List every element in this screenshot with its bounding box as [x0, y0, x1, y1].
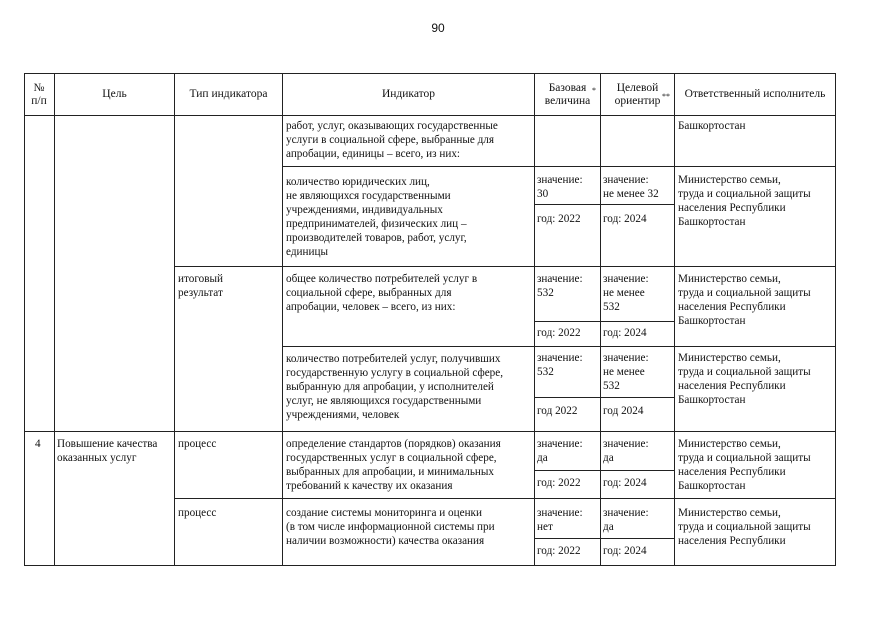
type-text: процесс	[178, 438, 217, 450]
column-border	[54, 73, 55, 566]
cell-divider	[534, 204, 674, 205]
target-year-cell: год 2024	[603, 405, 644, 417]
type-text: процесс	[178, 507, 217, 519]
base-value-cell: значение: нет	[537, 507, 583, 533]
indicator-text: создание системы мониторинга и оценки (в том числе информационной системы при наличии возможности) качества оказания	[286, 507, 495, 547]
header-executor-label: Ответственный исполнитель	[684, 88, 826, 100]
target-year-cell: год: 2024	[603, 327, 647, 339]
base-value-cell: значение: 30	[537, 174, 583, 200]
target-value-cell: значение: да	[603, 507, 649, 533]
header-goal	[55, 74, 174, 115]
type-text: итоговый результат	[178, 273, 224, 299]
column-border	[282, 73, 283, 566]
indicator-text: общее количество потребителей услуг в социальной сфере, выбранных для апробации, человек – всего, из них:	[286, 273, 478, 313]
row-divider	[24, 431, 836, 432]
header-number-line1: №	[33, 81, 45, 94]
base-year-cell: год: 2022	[537, 545, 581, 557]
row-divider	[174, 498, 836, 499]
cell-divider	[534, 538, 674, 539]
column-border	[674, 73, 675, 566]
base-year-cell: год: 2022	[537, 213, 581, 225]
header-type	[175, 74, 282, 115]
target-value-cell: значение: не менее 532	[603, 273, 649, 313]
target-value-cell: значение: да	[603, 438, 649, 464]
indicator-text: работ, услуг, оказывающих государственные услуги в социальной сфере, выбранные для апробации, единицы – всего, из них:	[286, 120, 498, 160]
target-footnote-mark: **	[662, 92, 670, 101]
goal-text: Повышение качества оказанных услуг	[57, 438, 158, 464]
indicator-table	[24, 73, 836, 566]
base-value-cell: значение: 532	[537, 352, 583, 378]
header-base-line1: Базовая	[548, 81, 587, 94]
header-base-line2: величина	[544, 94, 591, 107]
base-year-cell: год: 2022	[537, 327, 581, 339]
target-value-cell: значение: не менее 532	[603, 352, 649, 392]
header-target-line1: Целевой	[616, 81, 659, 94]
executor-text: Министерство семьи, труда и социальной защиты населения Республики Башкортостан	[678, 273, 811, 327]
base-value-cell: значение: да	[537, 438, 583, 464]
executor-text: Министерство семьи, труда и социальной защиты населения Республики Башкортостан	[678, 438, 811, 492]
executor-text: Министерство семьи, труда и социальной защиты населения Республики Башкортостан	[678, 174, 811, 228]
table-bottom-border	[24, 565, 836, 566]
row-divider	[282, 346, 836, 347]
row-divider	[282, 166, 836, 167]
column-border	[600, 73, 601, 566]
header-type-label: Тип индикатора	[189, 88, 268, 100]
header-target-line2: ориентир	[614, 94, 661, 107]
target-year-cell: год: 2024	[603, 545, 647, 557]
base-year-cell: год 2022	[537, 405, 578, 417]
header-executor	[675, 74, 835, 115]
column-border	[174, 73, 175, 566]
base-year-cell: год: 2022	[537, 477, 581, 489]
header-number	[24, 74, 54, 115]
header-bottom-border	[24, 115, 836, 116]
target-year-cell: год: 2024	[603, 477, 647, 489]
column-border	[24, 73, 25, 566]
column-border	[534, 73, 535, 566]
header-number-line2: п/п	[31, 94, 47, 107]
executor-text: Башкортостан	[678, 120, 746, 132]
cell-divider	[534, 397, 674, 398]
executor-text: Министерство семьи, труда и социальной защиты населения Республики	[678, 507, 811, 547]
base-value-cell: значение: 532	[537, 273, 583, 299]
row-number: 4	[35, 438, 41, 450]
executor-text: Министерство семьи, труда и социальной защиты населения Республики Башкортостан	[678, 352, 811, 406]
target-value-cell: значение: не менее 32	[603, 174, 659, 200]
target-year-cell: год: 2024	[603, 213, 647, 225]
indicator-text: количество юридических лиц, не являющихся государственными учреждениями, индивидуальных предпринимателей, физических лиц – производителей товаров, работ, услуг, единицы	[286, 176, 467, 258]
column-border	[835, 73, 836, 566]
base-footnote-mark: *	[592, 86, 596, 95]
cell-divider	[534, 470, 674, 471]
header-indicator-label: Индикатор	[381, 88, 436, 100]
indicator-text: определение стандартов (порядков) оказания государственных услуг в социальной сфере, выбранных для апробации, и минимальных требований к качеству их оказания	[286, 438, 501, 492]
row-divider	[174, 266, 836, 267]
header-base-value	[535, 74, 600, 115]
header-indicator	[283, 74, 534, 115]
indicator-text: количество потребителей услуг, получивших государственную услугу в социальной сфере, выбранную для апробации, у исполнителей услуг, не являющихся государственными учреждениями, человек	[286, 353, 504, 421]
page-number: 90	[431, 21, 445, 35]
header-goal-label: Цель	[102, 88, 127, 100]
cell-divider	[534, 321, 674, 322]
